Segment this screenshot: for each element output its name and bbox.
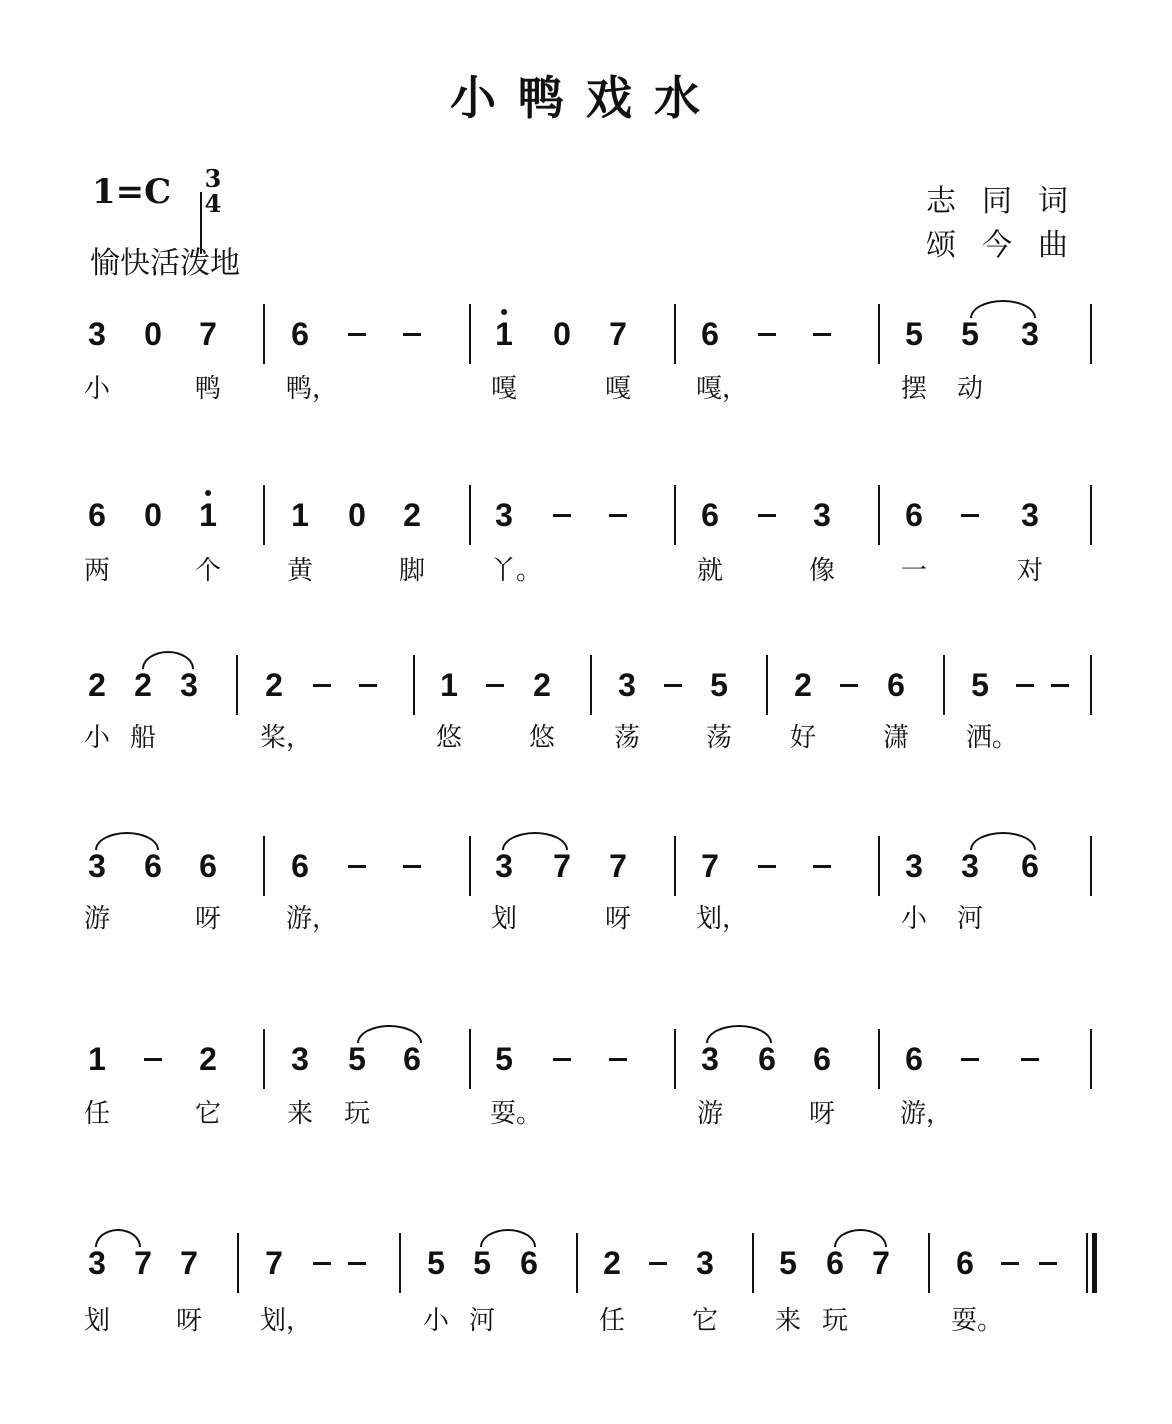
barline: [674, 304, 676, 364]
note: 7: [609, 316, 627, 352]
lyric: 脚: [398, 556, 426, 586]
note: 3: [1021, 497, 1039, 533]
note: 2: [603, 1245, 621, 1281]
note: 0: [144, 316, 162, 352]
slur: [480, 1229, 536, 1247]
note: 6: [887, 667, 905, 703]
note: 0: [144, 497, 162, 533]
lyric: 划，: [695, 904, 749, 934]
lyric: 两: [83, 556, 111, 586]
note: 6: [956, 1245, 974, 1281]
barline: [469, 304, 471, 364]
note: 1: [199, 497, 217, 534]
lyric: 划: [490, 904, 518, 934]
barline: [1090, 485, 1092, 545]
note: 6: [291, 848, 309, 884]
lyric: 玩: [343, 1099, 371, 1129]
dash-extension: [403, 333, 421, 336]
barline: [766, 655, 768, 715]
barline: [1090, 304, 1092, 364]
dash-extension: [813, 865, 831, 868]
lyric: 摆: [900, 374, 928, 404]
lyric: 游: [696, 1099, 724, 1129]
time-signature-top: 3: [204, 164, 222, 193]
lyric: 呀: [194, 904, 222, 934]
note: 2: [265, 667, 283, 703]
slur: [95, 1229, 141, 1247]
note: 7: [701, 848, 719, 884]
barline: [1090, 836, 1092, 896]
lyric: 鸭，: [285, 374, 339, 404]
barline: [928, 1233, 930, 1293]
lyric: 悠: [435, 723, 463, 753]
dash-extension: [348, 333, 366, 336]
high-octave-dot: [501, 309, 507, 315]
note: 7: [199, 316, 217, 352]
lyric: 悠: [528, 723, 556, 753]
barline: [263, 304, 265, 364]
dash-extension: [664, 684, 682, 687]
barline: [263, 1029, 265, 1089]
lyric: 小: [83, 374, 111, 404]
dash-extension: [313, 1262, 331, 1265]
lyric: 鸭: [194, 374, 222, 404]
note: 1: [440, 667, 458, 703]
composer-credit: 颂今曲: [926, 228, 1094, 263]
note: 7: [134, 1245, 152, 1281]
note: 3: [905, 848, 923, 884]
note: 2: [134, 667, 152, 703]
note: 6: [1021, 848, 1039, 884]
note: 2: [533, 667, 551, 703]
dash-extension: [1051, 684, 1069, 687]
dash-extension: [758, 514, 776, 517]
dash-extension: [961, 514, 979, 517]
lyric: 玩: [821, 1306, 849, 1336]
barline: [576, 1233, 578, 1293]
key-signature: 1=C: [92, 172, 172, 212]
lyric: 洒。: [965, 723, 1019, 753]
lyric: 嘎，: [695, 374, 749, 404]
barline: [399, 1233, 401, 1293]
lyric: 小: [422, 1306, 450, 1336]
dash-extension: [813, 333, 831, 336]
lyric: 耍。: [950, 1306, 1004, 1336]
note: 5: [710, 667, 728, 703]
lyric: 呀: [175, 1306, 203, 1336]
dash-extension: [486, 684, 504, 687]
note: 5: [495, 1041, 513, 1077]
final-barline-thick: [1092, 1233, 1097, 1293]
lyric: 任: [83, 1099, 111, 1129]
note: 7: [553, 848, 571, 884]
lyric: 船: [129, 723, 157, 753]
dash-extension: [553, 1058, 571, 1061]
note: 6: [88, 497, 106, 533]
slur: [706, 1025, 772, 1043]
dash-extension: [1039, 1262, 1057, 1265]
lyric: 游: [83, 904, 111, 934]
lyric: 游，: [899, 1099, 953, 1129]
dash-extension: [348, 865, 366, 868]
slur: [970, 832, 1036, 850]
lyric: 嘎: [604, 374, 632, 404]
note: 3: [813, 497, 831, 533]
slur: [502, 832, 568, 850]
barline: [878, 836, 880, 896]
note: 2: [794, 667, 812, 703]
note: 6: [701, 497, 719, 533]
barline: [878, 304, 880, 364]
note: 1: [88, 1041, 106, 1077]
barline: [263, 485, 265, 545]
dash-extension: [1001, 1262, 1019, 1265]
lyric: 像: [808, 556, 836, 586]
slur: [970, 300, 1036, 318]
lyric: 动: [956, 374, 984, 404]
note: 1: [495, 316, 513, 353]
dash-extension: [313, 684, 331, 687]
barline: [1090, 1029, 1092, 1089]
dash-extension: [758, 333, 776, 336]
lyric: 游，: [285, 904, 339, 934]
slur: [357, 1025, 422, 1043]
barline: [674, 836, 676, 896]
time-signature: [200, 166, 226, 216]
lyric: 就: [696, 556, 724, 586]
lyric: 小: [83, 723, 111, 753]
barline: [878, 1029, 880, 1089]
dash-extension: [403, 865, 421, 868]
note: 6: [520, 1245, 538, 1281]
lyric: 一: [900, 556, 928, 586]
barline: [469, 485, 471, 545]
note: 6: [199, 848, 217, 884]
barline: [263, 836, 265, 896]
dash-extension: [649, 1262, 667, 1265]
lyricist-credit: 志同词: [926, 184, 1094, 219]
note: 3: [495, 497, 513, 533]
note: 5: [971, 667, 989, 703]
lyric: 桨，: [259, 723, 313, 753]
lyric: 呀: [808, 1099, 836, 1129]
note: 2: [88, 667, 106, 703]
note: 6: [905, 497, 923, 533]
note: 7: [265, 1245, 283, 1281]
barline: [236, 655, 238, 715]
dash-extension: [1016, 684, 1034, 687]
note: 3: [88, 848, 106, 884]
note: 3: [1021, 316, 1039, 352]
note: 6: [905, 1041, 923, 1077]
dash-extension: [348, 1262, 366, 1265]
barline: [674, 485, 676, 545]
note: 3: [701, 1041, 719, 1077]
barline: [469, 1029, 471, 1089]
note: 5: [961, 316, 979, 352]
slur: [834, 1229, 887, 1247]
dash-extension: [609, 514, 627, 517]
lyric: 它: [194, 1099, 222, 1129]
lyric: 河: [468, 1306, 496, 1336]
note: 3: [88, 316, 106, 352]
note: 3: [291, 1041, 309, 1077]
note: 6: [826, 1245, 844, 1281]
lyric: 划: [83, 1306, 111, 1336]
barline: [469, 836, 471, 896]
lyric: 对: [1016, 556, 1044, 586]
barline: [752, 1233, 754, 1293]
tempo-marking: 愉快活泼地: [90, 246, 240, 281]
lyric: 来: [774, 1306, 802, 1336]
dash-extension: [840, 684, 858, 687]
note: 7: [872, 1245, 890, 1281]
note: 6: [701, 316, 719, 352]
lyric: 好: [789, 723, 817, 753]
note: 6: [291, 316, 309, 352]
slur: [95, 832, 159, 850]
lyric: 来: [286, 1099, 314, 1129]
barline: [237, 1233, 239, 1293]
note: 5: [779, 1245, 797, 1281]
lyric: 潇: [882, 723, 910, 753]
slur: [142, 651, 194, 669]
lyric: 它: [691, 1306, 719, 1336]
dash-extension: [961, 1058, 979, 1061]
barline: [1090, 655, 1092, 715]
dash-extension: [553, 514, 571, 517]
lyric: 小: [900, 904, 928, 934]
note: 3: [961, 848, 979, 884]
note: 0: [553, 316, 571, 352]
note: 5: [348, 1041, 366, 1077]
note: 3: [495, 848, 513, 884]
note: 3: [618, 667, 636, 703]
note: 0: [348, 497, 366, 533]
lyric: 划，: [259, 1306, 313, 1336]
time-signature-bottom: 4: [204, 189, 222, 218]
note: 2: [403, 497, 421, 533]
lyric: 荡: [705, 723, 733, 753]
lyric: 耍。: [489, 1099, 543, 1129]
barline: [943, 655, 945, 715]
final-barline-thin: [1086, 1233, 1088, 1293]
note: 3: [88, 1245, 106, 1281]
dash-extension: [144, 1058, 162, 1061]
barline: [674, 1029, 676, 1089]
lyric: 任: [598, 1306, 626, 1336]
note: 5: [905, 316, 923, 352]
note: 6: [144, 848, 162, 884]
high-octave-dot: [205, 490, 211, 496]
barline: [413, 655, 415, 715]
note: 6: [758, 1041, 776, 1077]
dash-extension: [609, 1058, 627, 1061]
lyric: 丫。: [489, 556, 543, 586]
lyric: 嘎: [490, 374, 518, 404]
dash-extension: [1021, 1058, 1039, 1061]
dash-extension: [758, 865, 776, 868]
dash-extension: [359, 684, 377, 687]
note: 1: [291, 497, 309, 533]
note: 7: [180, 1245, 198, 1281]
note: 3: [696, 1245, 714, 1281]
note: 6: [403, 1041, 421, 1077]
barline: [878, 485, 880, 545]
note: 2: [199, 1041, 217, 1077]
note: 3: [180, 667, 198, 703]
note: 5: [473, 1245, 491, 1281]
note: 7: [609, 848, 627, 884]
song-title: 小鸭戏水: [450, 71, 722, 125]
lyric: 个: [194, 556, 222, 586]
lyric: 呀: [604, 904, 632, 934]
barline: [590, 655, 592, 715]
lyric: 荡: [613, 723, 641, 753]
lyric: 黄: [286, 556, 314, 586]
note: 5: [427, 1245, 445, 1281]
note: 6: [813, 1041, 831, 1077]
lyric: 河: [956, 904, 984, 934]
